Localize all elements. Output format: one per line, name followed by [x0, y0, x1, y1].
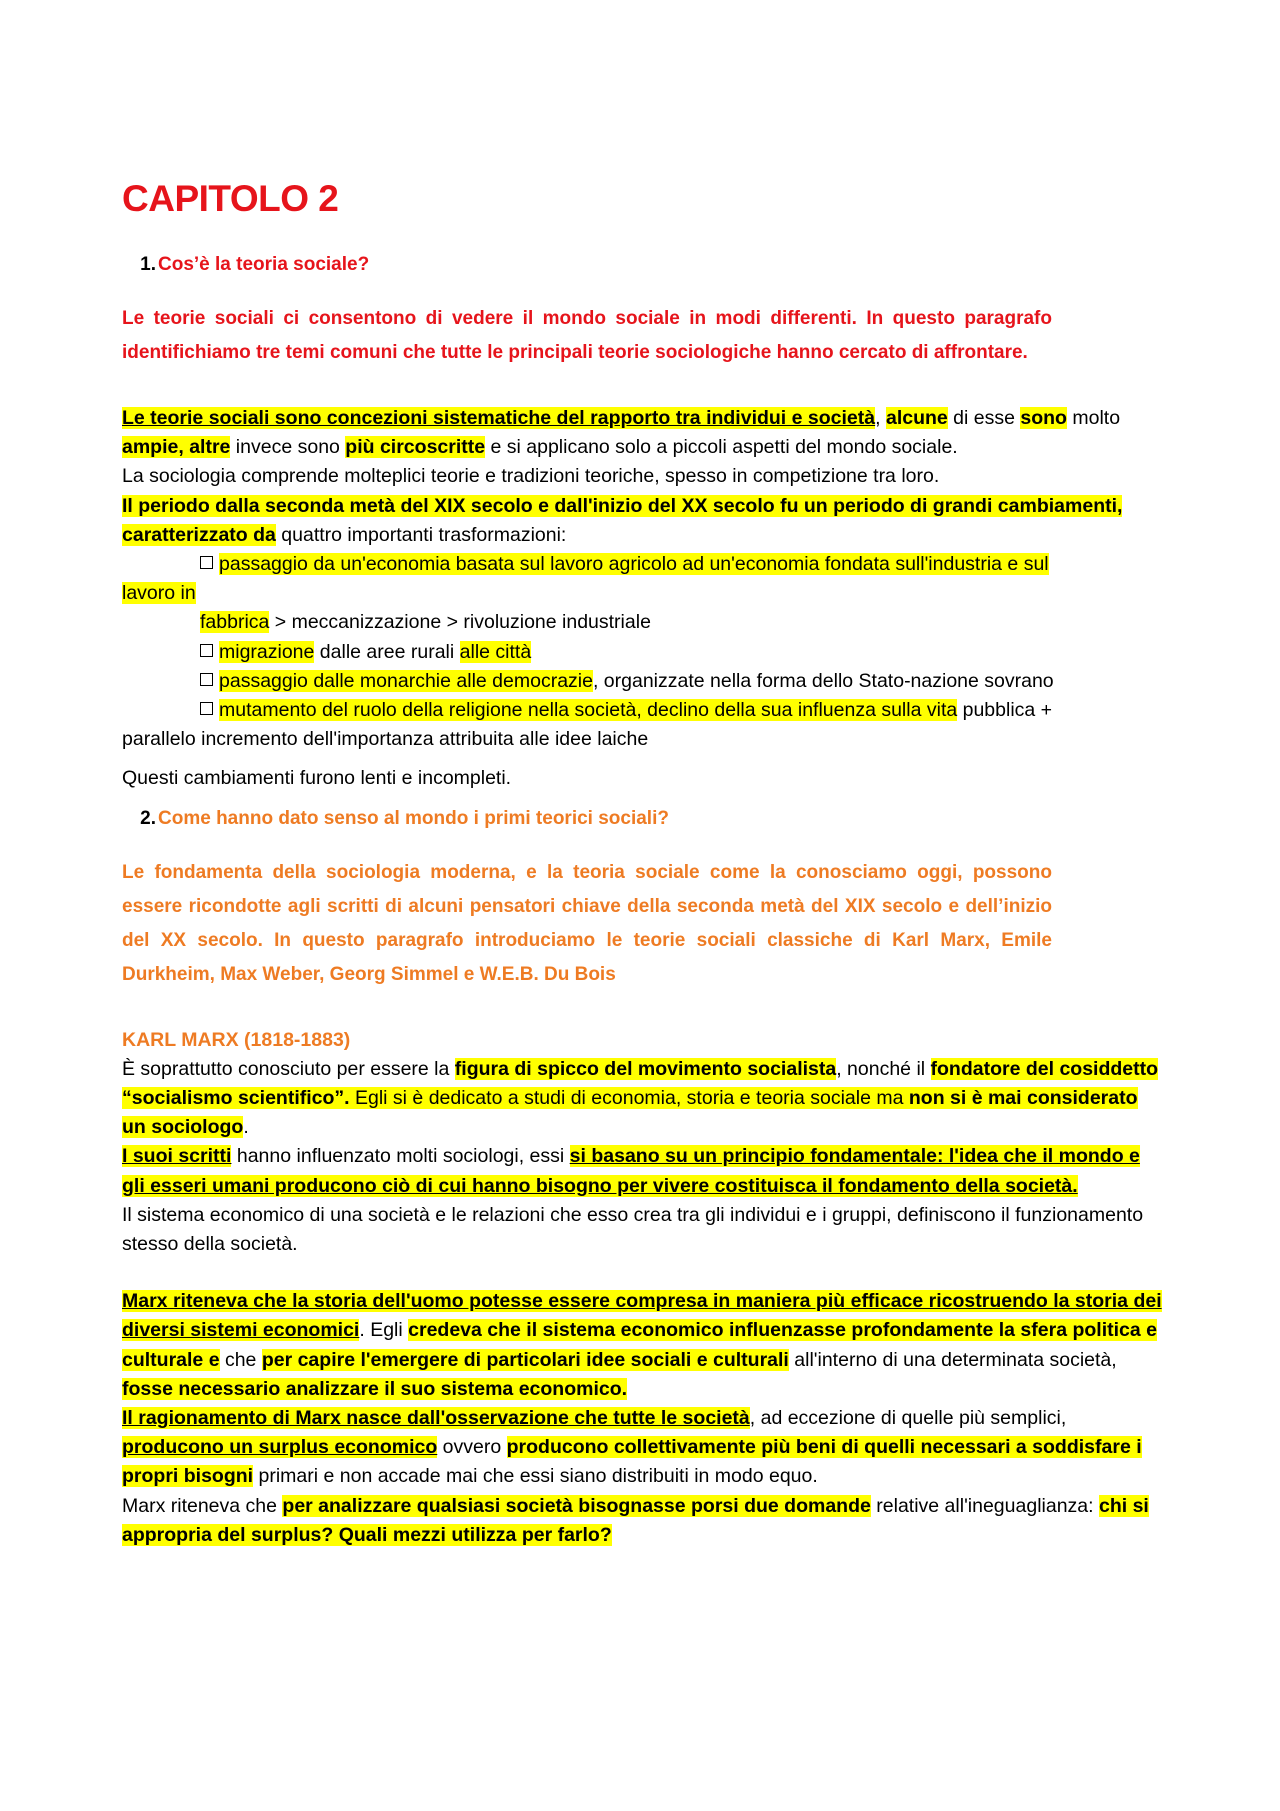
paragraph-theories	[122, 404, 1162, 462]
text: di esse	[947, 407, 1021, 429]
text: Marx riteneva che	[122, 1494, 283, 1517]
highlight: fosse necessario analizzare il suo sistema economico.	[122, 1377, 628, 1400]
text: molto	[1066, 407, 1121, 429]
section-2-title: Come hanno dato senso al mondo i primi teorici sociali?	[158, 807, 669, 829]
spacer	[122, 754, 1162, 764]
highlight: producono un surplus economico	[122, 1436, 438, 1459]
paragraph-period	[122, 492, 1162, 550]
text: ,	[875, 407, 886, 429]
section-1-intro: Le teorie sociali ci consentono di vedere il mondo sociale in modi differenti. In questo paragrafo identifichiamo tre temi comuni che tutte le principali teorie sociologiche hanno cercato di affrontare.	[122, 308, 1052, 363]
highlight: chi si appropria del surplus? Quali mezzi utilizza per farlo?	[122, 1494, 1149, 1546]
section-2-number: 2.	[140, 807, 156, 829]
highlight: Marx riteneva che la storia dell'uomo potesse essere compresa in maniera più efficace ricostruendo la storia dei diversi sistemi economici	[122, 1290, 1162, 1342]
text: .	[243, 1116, 249, 1139]
highlight: Il periodo dalla seconda metà del XIX secolo e dall'inizio del XX secolo fu un periodo di grandi cambiamenti, caratterizzato da	[122, 494, 1123, 546]
highlight: sono	[1020, 407, 1067, 429]
paragraph-marx-questions	[122, 1492, 1162, 1550]
highlight: più circoscritte	[345, 436, 486, 459]
checkbox-bullet-icon	[200, 644, 213, 657]
spacer	[122, 1259, 1162, 1287]
highlight: ampie, altre	[122, 436, 231, 459]
text: > meccanizzazione > rivoluzione industriale	[269, 611, 651, 634]
highlight: fondatore del cosiddetto “socialismo scientifico”.	[122, 1057, 1159, 1110]
highlight: I suoi scritti	[122, 1145, 232, 1168]
highlight: figura di spicco del movimento socialista	[454, 1057, 837, 1080]
document-content	[122, 178, 1162, 1550]
paragraph-changes: Questi cambiamenti furono lenti e incompleti.	[122, 767, 512, 790]
highlight: alcune	[885, 407, 948, 429]
highlight: credeva che il sistema economico influenzasse profondamente la sfera politica e culturale e	[122, 1319, 1157, 1371]
paragraph-sociology: La sociologia comprende molteplici teorie e tradizioni teoriche, spesso in competizione tra loro.	[122, 465, 940, 488]
bullet-item	[122, 667, 1162, 696]
text: che	[219, 1348, 262, 1371]
highlight: per analizzare qualsiasi società bisognasse porsi due domande	[282, 1494, 871, 1517]
bullet-item	[122, 696, 1162, 725]
text: all'interno di una determinata società,	[788, 1348, 1117, 1371]
highlight: passaggio da un'economia basata sul lavoro agricolo ad un'economia fondata sull'industria e sul	[219, 553, 1049, 576]
highlight: alle città	[459, 640, 532, 663]
paragraph-economic-system: Il sistema economico di una società e le relazioni che esso crea tra gli individui e i gruppi, definiscono il funzionamento stesso della società.	[122, 1203, 1144, 1256]
text: relative all'ineguaglianza:	[870, 1494, 1099, 1517]
text: , organizzate nella forma dello Stato-nazione sovrano	[592, 669, 1054, 692]
text: dalle aree rurali	[314, 640, 460, 663]
checkbox-bullet-icon	[200, 673, 213, 686]
paragraph-marx-history	[122, 1287, 1162, 1404]
highlight: si basano su un principio fondamentale: l'idea che il mondo e gli esseri umani producono ciò di cui hanno bisogno per vivere costituisca il fondamento della società.	[122, 1145, 1140, 1197]
text: . Egli	[359, 1319, 409, 1342]
bullet-item	[122, 638, 1162, 667]
section-2-intro: Le fondamenta della sociologia moderna, e la teoria sociale come la conosciamo oggi, possono essere ricondotte agli scritti di alcuni pensatori chiave della seconda metà del XIX secolo e dell’inizio del XX secolo. In questo paragrafo introduciamo le teorie sociali classiche di Karl Marx, Emile Durkheim, Max Weber, Georg Simmel e W.E.B. Du Bois	[122, 861, 1052, 985]
highlight: passaggio dalle monarchie alle democrazie	[219, 669, 593, 692]
highlight: producono collettivamente più beni di quelli necessari a soddisfare i propri bisogni	[122, 1436, 1142, 1488]
spacer	[122, 794, 1162, 804]
highlight: fabbrica	[200, 611, 270, 634]
text: , ad eccezione di quelle più semplici,	[749, 1407, 1067, 1430]
chapter-title: CAPITOLO 2	[122, 178, 339, 219]
highlight: Il ragionamento di Marx nasce dall'osservazione che tutte le società	[122, 1407, 750, 1430]
highlight: per capire l'emergere di particolari idee sociali e culturali	[261, 1348, 789, 1371]
checkbox-bullet-icon	[200, 556, 213, 569]
text: È soprattutto conosciuto per essere la	[122, 1057, 455, 1080]
highlight: non si è mai considerato un sociologo	[122, 1087, 1138, 1139]
section-1-number: 1.	[140, 254, 156, 275]
section-1-title: Cos’è la teoria sociale?	[158, 254, 370, 275]
text: primari e non accade mai che essi siano distribuiti in modo equo.	[253, 1465, 818, 1488]
paragraph-marx-surplus	[122, 1404, 1162, 1492]
highlight: Le teorie sociali sono concezioni sistematiche del rapporto tra individui e società	[122, 407, 876, 429]
checkbox-bullet-icon	[200, 702, 213, 715]
highlight: Egli si è dedicato a studi di economia, storia e teoria sociale ma	[349, 1087, 909, 1110]
text: , nonché il	[836, 1057, 931, 1080]
bullet-continuation	[122, 608, 1162, 637]
section-2-question	[122, 808, 1162, 830]
bullet-item	[122, 550, 1162, 579]
text: hanno influenzato molti sociologi, essi	[231, 1145, 570, 1168]
highlight: migrazione	[219, 640, 315, 663]
highlight: mutamento del ruolo della religione nella società, declino della sua influenza sulla vita	[219, 699, 958, 722]
text: quattro importanti trasformazioni:	[275, 523, 567, 546]
marx-heading: KARL MARX (1818-1883)	[122, 1028, 351, 1051]
bullet-continuation: parallelo incremento dell'importanza attribuita alle idee laiche	[122, 728, 649, 751]
bullet-continuation	[122, 579, 1162, 608]
paragraph-marx-known	[122, 1055, 1162, 1143]
text: pubblica +	[957, 699, 1053, 722]
text: invece sono	[230, 436, 346, 459]
paragraph-marx-writings	[122, 1142, 1162, 1200]
section-1-question	[122, 254, 1162, 276]
text: ovvero	[437, 1436, 507, 1459]
highlight: lavoro in	[122, 582, 196, 605]
text: e si applicano solo a piccoli aspetti del mondo sociale.	[485, 436, 958, 459]
